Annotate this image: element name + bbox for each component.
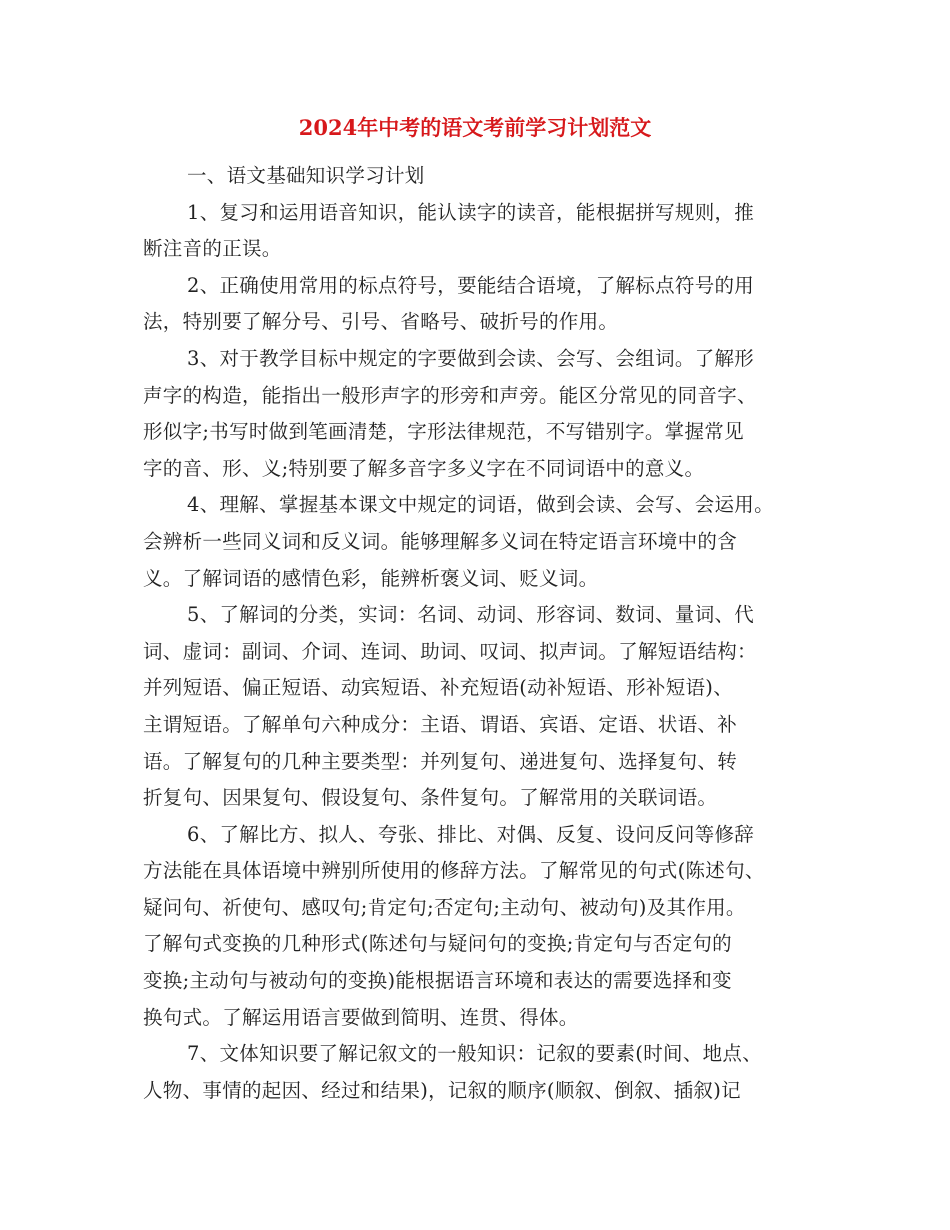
text-line: 了解句式变换的几种形式(陈述句与疑问句的变换;肯定句与否定句的 [143, 932, 732, 956]
text-line: 换句式。了解运用语言要做到简明、连贯、得体。 [143, 1005, 579, 1029]
text-line: 字的音、形、义;特别要了解多音字多义字在不同词语中的意义。 [143, 456, 705, 480]
paragraph [143, 158, 823, 195]
text-line: 4、理解、掌握基本课文中规定的词语，做到会读、会写、会运用。 [187, 493, 774, 517]
text-line: 折复句、因果复句、假设复句、条件复句。了解常用的关联词语。 [143, 786, 718, 810]
text-line: 会辨析一些同义词和反义词。能够理解多义词在特定语言环境中的含 [143, 529, 738, 553]
paragraph [143, 487, 823, 597]
text-line: 方法能在具体语境中辨别所使用的修辞方法。了解常见的句式(陈述句、 [143, 859, 765, 883]
text-line: 3、对于教学目标中规定的字要做到会读、会写、会组词。了解形 [187, 346, 755, 370]
text-line: 疑问句、祈使句、感叹句;肯定句;否定句;主动句、被动句)及其作用。 [143, 895, 746, 919]
text-line: 断注音的正误。 [143, 237, 282, 261]
text-line: 形似字;书写时做到笔画清楚，字形法律规范，不写错别字。掌握常见 [143, 420, 744, 444]
text-line: 变换;主动句与被动句的变换)能根据语言环境和表达的需要选择和变 [143, 969, 732, 993]
text-line: 法，特别要了解分号、引号、省略号、破折号的作用。 [143, 310, 619, 334]
paragraph [143, 597, 823, 817]
text-line: 语。了解复句的几种主要类型：并列复句、递进复句、选择复句、转 [143, 749, 738, 773]
text-line: 6、了解比方、拟人、夸张、排比、对偶、反复、设问反问等修辞 [187, 822, 755, 846]
paragraph [143, 1036, 823, 1109]
text-line: 人物、事情的起因、经过和结果)，记叙的顺序(顺叙、倒叙、插叙)记 [143, 1078, 741, 1102]
text-line: 声字的构造，能指出一般形声字的形旁和声旁。能区分常见的同音字、 [143, 383, 757, 407]
paragraph [143, 195, 823, 268]
document-title: 2024年中考的语文考前学习计划范文 [298, 115, 652, 140]
text-line: 2、正确使用常用的标点符号，要能结合语境，了解标点符号的用 [187, 273, 755, 297]
text-line: 一、语文基础知识学习计划 [187, 164, 425, 187]
text-line: 词、虚词：副词、介词、连词、助词、叹词、拟声词。了解短语结构： [143, 639, 757, 663]
text-line: 主谓短语。了解单句六种成分：主语、谓语、宾语、定语、状语、补 [143, 712, 738, 736]
paragraph [143, 341, 823, 487]
text-line: 7、文体知识要了解记叙文的一般知识：记叙的要素(时间、地点、 [187, 1042, 763, 1066]
paragraph [143, 817, 823, 1037]
text-line: 义。了解词语的感情色彩，能辨析褒义词、贬义词。 [143, 566, 599, 590]
document-body [143, 158, 823, 1109]
paragraph [143, 268, 823, 341]
text-line: 5、了解词的分类，实词：名词、动词、形容词、数词、量词、代 [187, 603, 755, 627]
text-line: 并列短语、偏正短语、动宾短语、补充短语(动补短语、形补短语)、 [143, 676, 734, 700]
text-line: 1、复习和运用语音知识，能认读字的读音，能根据拼写规则，推 [187, 200, 755, 224]
